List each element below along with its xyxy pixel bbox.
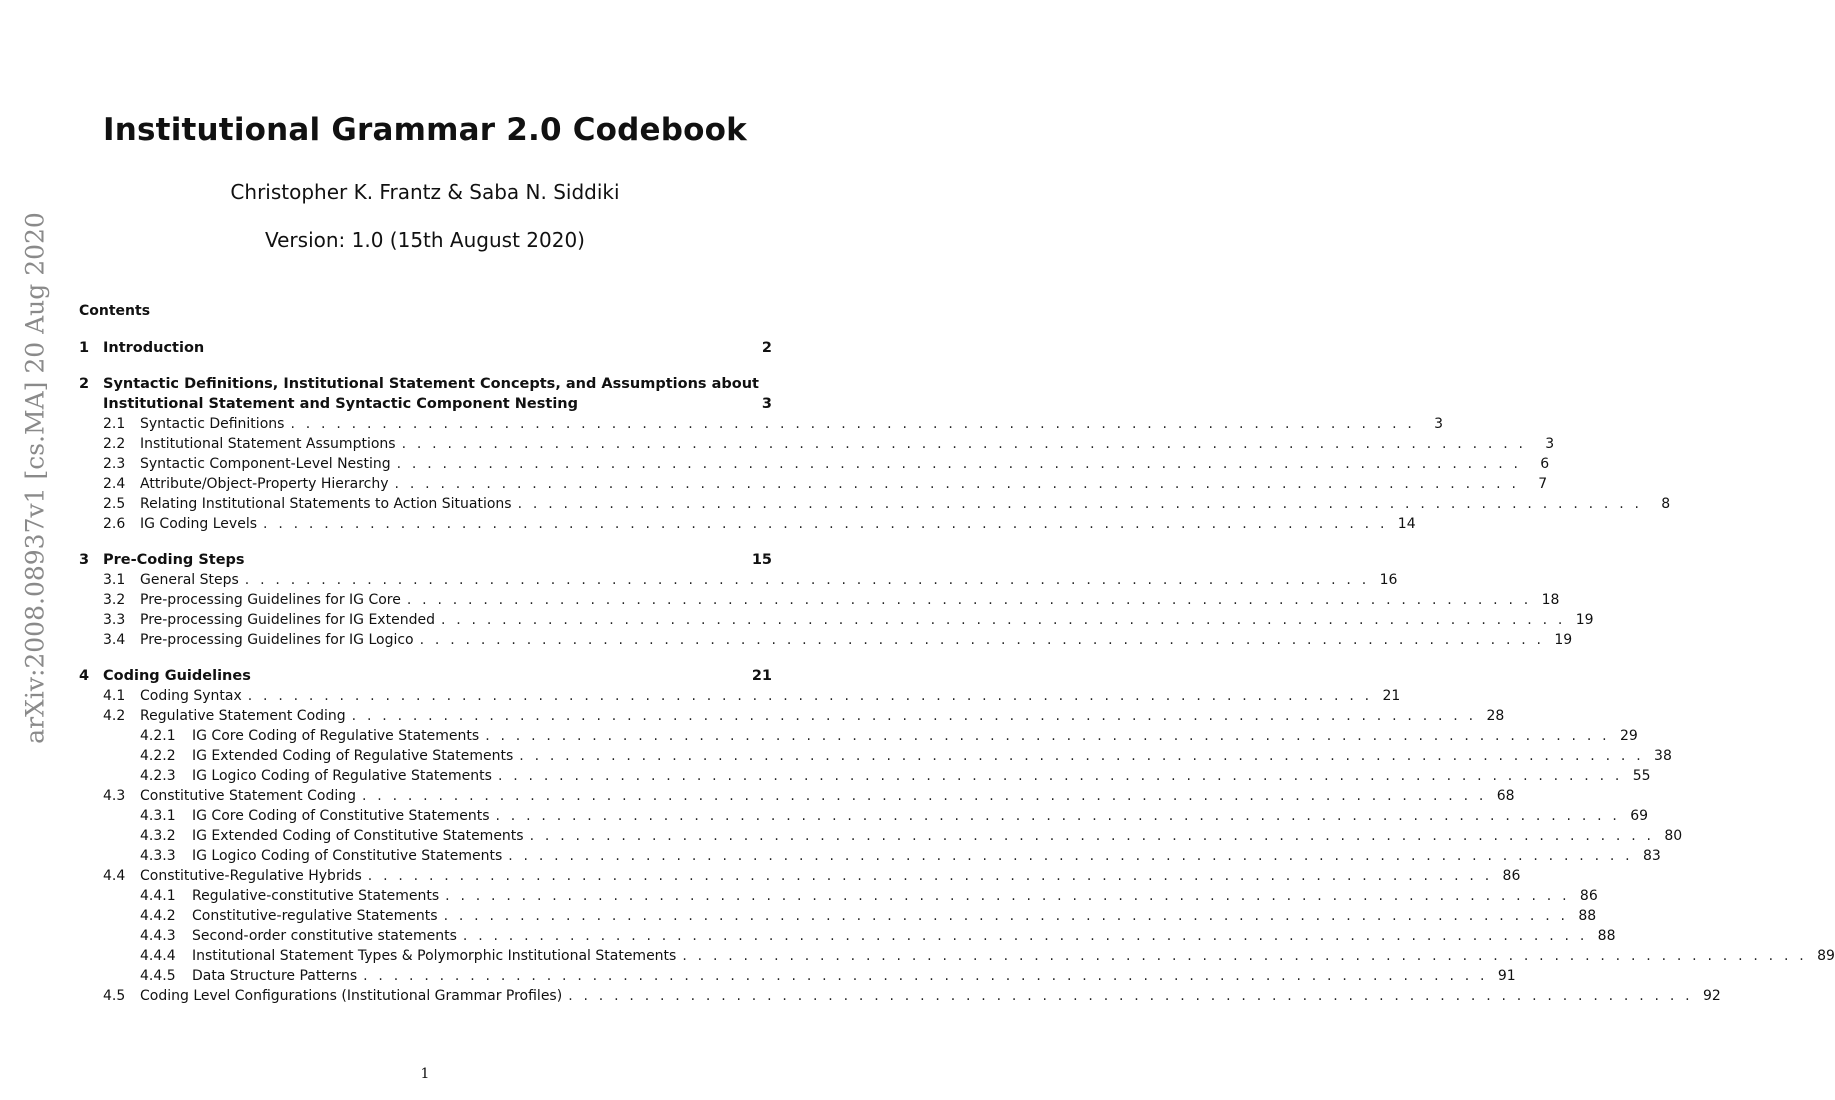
toc-entry-number: 4.1	[103, 688, 126, 704]
toc-dot-leader: . . . . . . . . . . . . . . . . . . . . . . . . . . . . . . . . . . . . . . . . . . . . . . . . . . . . . . . . . . . . . . . . . . . . . . . . . .	[367, 868, 1493, 884]
toc-entry-title: Regulative Statement Coding	[140, 708, 346, 724]
toc-entry-title: Syntactic Definitions	[140, 416, 285, 432]
toc-entry[interactable]	[79, 846, 1661, 866]
toc-section-title: Coding Guidelines	[103, 668, 251, 684]
toc-section-4-items	[79, 686, 1835, 1006]
toc-dot-leader: . . . . . . . . . . . . . . . . . . . . . . . . . . . . . . . . . . . . . . . . . . . . . . . . . . . . . . . . . . . . . . . . . . . . . . . . . .	[396, 456, 1522, 472]
toc-entry-title: IG Core Coding of Constitutive Statements	[192, 808, 490, 824]
toc-dot-leader: . . . . . . . . . . . . . . . . . . . . . . . . . . . . . . . . . . . . . . . . . . . . . . . . . . . . . . . . . . . . . . . . . . . . . . . . . .	[419, 632, 1545, 648]
toc-page-number: 21	[751, 668, 772, 684]
toc-section-2-items	[79, 414, 1671, 534]
toc-entry[interactable]	[79, 926, 1616, 946]
toc-entry[interactable]	[79, 986, 1721, 1006]
toc-entry[interactable]	[79, 906, 1597, 926]
toc-entry[interactable]	[79, 866, 1521, 886]
toc-dot-leader: . . . . . . . . . . . . . . . . . . . . . . . . . . . . . . . . . . . . . . . . . . . . . . . . . . . . . . . . . . . . . . . . . . . . . . . . . .	[443, 908, 1569, 924]
toc-page-number: 88	[1578, 908, 1597, 924]
toc-dot-leader: . . . . . . . . . . . . . . . . . . . . . . . . . . . . . . . . . . . . . . . . . . . . . . . . . . . . . . . . . . . . . . . . . . . . . . . . . .	[445, 888, 1570, 904]
page-number: 1	[420, 1066, 430, 1082]
toc-dot-leader: . . . . . . . . . . . . . . . . . . . . . . . . . . . . . . . . . . . . . . . . . . . . . . . . . . . . . . . . . . . . . . . . . . . . . . . . . .	[247, 688, 1373, 704]
toc-entry[interactable]	[79, 966, 1516, 986]
toc-entry-number: 2.6	[103, 516, 126, 532]
toc-dot-leader: . . . . . . . . . . . . . . . . . . . . . . . . . . . . . . . . . . . . . . . . . . . . . . . . . . . . . . . . . . . . . . . . . . . . . . . . . .	[361, 788, 1487, 804]
toc-page-number: 88	[1597, 928, 1616, 944]
toc-section-2[interactable]	[79, 374, 772, 394]
toc-dot-leader: . . . . . . . . . . . . . . . . . . . . . . . . . . . . . . . . . . . . . . . . . . . . . . . . . . . . . . . . . . . . . . . . . . . . . . . . . .	[517, 496, 1643, 512]
toc-entry-number: 4.2.2	[140, 748, 176, 764]
table-of-contents	[79, 338, 1835, 1006]
toc-section-title-line1: Syntactic Definitions, Institutional Statement Concepts, and Assumptions about	[103, 376, 759, 392]
toc-entry[interactable]	[79, 946, 1835, 966]
toc-page-number: 69	[1630, 808, 1649, 824]
toc-entry-number: 3.3	[103, 612, 126, 628]
toc-section-title: Introduction	[103, 340, 205, 356]
toc-entry-title: Relating Institutional Statements to Action Situations	[140, 496, 512, 512]
toc-dot-leader: . . . . . . . . . . . . . . . . . . . . . . . . . . . . . . . . . . . . . . . . . . . . . . . . . . . . . . . . . . . . . . . . . . . . . . . . . .	[497, 768, 1623, 784]
toc-entry-title: IG Extended Coding of Regulative Statements	[192, 748, 514, 764]
toc-page-number: 15	[751, 552, 772, 568]
toc-entry-title: Institutional Statement Assumptions	[140, 436, 396, 452]
toc-dot-leader: . . . . . . . . . . . . . . . . . . . . . . . . . . . . . . . . . . . . . . . . . . . . . . . . . . . . . . . . . . . . . . . . . . . . . . . . . .	[495, 808, 1621, 824]
toc-entry-title: Pre-processing Guidelines for IG Logico	[140, 632, 414, 648]
toc-section-number: 3	[79, 552, 90, 568]
toc-entry[interactable]	[79, 454, 1550, 474]
toc-page-number: 28	[1486, 708, 1505, 724]
toc-page-number: 7	[1538, 476, 1548, 492]
toc-entry-title: General Steps	[140, 572, 239, 588]
document-version: Version: 1.0 (15th August 2020)	[265, 228, 585, 252]
toc-dot-leader: . . . . . . . . . . . . . . . . . . . . . . . . . . . . . . . . . . . . . . . . . . . . . . . . . . . . . . . . . . . . . . . . . . . . . . . . . .	[529, 828, 1655, 844]
toc-entry-title: IG Logico Coding of Constitutive Statements	[192, 848, 503, 864]
toc-dot-leader: . . . . . . . . . . . . . . . . . . . . . . . . . . . . . . . . . . . . . . . . . . . . . . . . . . . . . . . . . . . . . . . . . . . . . . . . . .	[462, 928, 1588, 944]
toc-entry-title: IG Logico Coding of Regulative Statements	[192, 768, 492, 784]
toc-entry-number: 4.2.1	[140, 728, 176, 744]
toc-section-4[interactable]	[79, 666, 772, 686]
toc-section-2-continued[interactable]	[79, 394, 772, 414]
toc-entry[interactable]	[79, 630, 1573, 650]
toc-entry-number: 4.3	[103, 788, 126, 804]
toc-section-1[interactable]	[79, 338, 772, 358]
toc-page-number: 19	[1575, 612, 1594, 628]
toc-entry[interactable]	[79, 570, 1398, 590]
toc-entry-title: Constitutive-regulative Statements	[192, 908, 438, 924]
toc-entry[interactable]	[79, 806, 1649, 826]
toc-entry[interactable]	[79, 766, 1651, 786]
toc-page-number: 18	[1541, 592, 1560, 608]
toc-page-number: 86	[1579, 888, 1598, 904]
toc-entry[interactable]	[79, 610, 1594, 630]
toc-page-number: 91	[1497, 968, 1516, 984]
toc-page-number: 3	[761, 396, 772, 412]
toc-entry-number: 3.4	[103, 632, 126, 648]
toc-page-number: 80	[1664, 828, 1683, 844]
toc-entry-title: IG Core Coding of Regulative Statements	[192, 728, 480, 744]
toc-entry-title: Attribute/Object-Property Hierarchy	[140, 476, 389, 492]
toc-page-number: 8	[1661, 496, 1671, 512]
toc-dot-leader: . . . . . . . . . . . . . . . . . . . . . . . . . . . . . . . . . . . . . . . . . . . . . . . . . . . . . . . . . . . . . . . . . . . . . . . . . .	[508, 848, 1633, 864]
toc-page-number: 86	[1502, 868, 1521, 884]
toc-entry-number: 4.4.5	[140, 968, 176, 984]
toc-entry-title: Second-order constitutive statements	[192, 928, 457, 944]
toc-dot-leader: . . . . . . . . . . . . . . . . . . . . . . . . . . . . . . . . . . . . . . . . . . . . . . . . . . . . . . . . . . . . . . . . . . . . . . . . . .	[682, 948, 1807, 964]
toc-entry[interactable]	[79, 726, 1638, 746]
toc-entry[interactable]	[79, 494, 1671, 514]
toc-entry[interactable]	[79, 434, 1555, 454]
toc-entry-number: 4.3.2	[140, 828, 176, 844]
toc-page-number: 14	[1397, 516, 1416, 532]
toc-entry-number: 4.4.2	[140, 908, 176, 924]
toc-dot-leader: . . . . . . . . . . . . . . . . . . . . . . . . . . . . . . . . . . . . . . . . . . . . . . . . . . . . . . . . . . . . . . . . . . . . . . . . . .	[290, 416, 1416, 432]
toc-section-3-items	[79, 570, 1594, 650]
toc-page-number: 3	[1545, 436, 1555, 452]
document-title: Institutional Grammar 2.0 Codebook	[103, 112, 747, 148]
toc-entry-title: Data Structure Patterns	[192, 968, 358, 984]
toc-entry-title: Syntactic Component-Level Nesting	[140, 456, 391, 472]
toc-entry-number: 2.5	[103, 496, 126, 512]
toc-entry-number: 4.4.4	[140, 948, 176, 964]
toc-entry-number: 4.4	[103, 868, 126, 884]
toc-entry[interactable]	[79, 686, 1401, 706]
toc-dot-leader: . . . . . . . . . . . . . . . . . . . . . . . . . . . . . . . . . . . . . . . . . . . . . . . . . . . . . . . . . . . . . . . . . . . . . . . . . .	[394, 476, 1520, 492]
toc-dot-leader: . . . . . . . . . . . . . . . . . . . . . . . . . . . . . . . . . . . . . . . . . . . . . . . . . . . . . . . . . . . . . . . . . . . . . . . . . .	[485, 728, 1610, 744]
toc-page-number: 38	[1654, 748, 1672, 764]
toc-section-3[interactable]	[79, 550, 772, 570]
toc-page-number: 2	[761, 340, 772, 356]
toc-page-number: 92	[1702, 988, 1721, 1004]
toc-section-title-line2: Institutional Statement and Syntactic Component Nesting	[103, 396, 578, 412]
toc-page-number: 29	[1619, 728, 1638, 744]
toc-entry-title: Institutional Statement Types & Polymorphic Institutional Statements	[192, 948, 677, 964]
toc-entry[interactable]	[79, 746, 1672, 766]
toc-dot-leader: . . . . . . . . . . . . . . . . . . . . . . . . . . . . . . . . . . . . . . . . . . . . . . . . . . . . . . . . . . . . . . . . . . . . . . . . . .	[406, 592, 1532, 608]
toc-page-number: 16	[1379, 572, 1398, 588]
toc-entry-number: 2.1	[103, 416, 126, 432]
toc-entry-title: Constitutive-Regulative Hybrids	[140, 868, 362, 884]
toc-entry[interactable]	[79, 886, 1598, 906]
toc-dot-leader: . . . . . . . . . . . . . . . . . . . . . . . . . . . . . . . . . . . . . . . . . . . . . . . . . . . . . . . . . . . . . . . . . . . . . . . . . .	[363, 968, 1488, 984]
toc-dot-leader: . . . . . . . . . . . . . . . . . . . . . . . . . . . . . . . . . . . . . . . . . . . . . . . . . . . . . . . . . . . . . . . . . . . . . . . . . .	[401, 436, 1527, 452]
toc-entry[interactable]	[79, 590, 1560, 610]
toc-entry-number: 4.4.3	[140, 928, 176, 944]
toc-entry[interactable]	[79, 514, 1416, 534]
toc-entry-number: 4.2	[103, 708, 126, 724]
toc-entry-number: 2.3	[103, 456, 126, 472]
toc-dot-leader: . . . . . . . . . . . . . . . . . . . . . . . . . . . . . . . . . . . . . . . . . . . . . . . . . . . . . . . . . . . . . . . . . . . . . . . . . .	[244, 572, 1370, 588]
toc-entry-number: 2.2	[103, 436, 126, 452]
toc-page-number: 6	[1540, 456, 1550, 472]
toc-dot-leader: . . . . . . . . . . . . . . . . . . . . . . . . . . . . . . . . . . . . . . . . . . . . . . . . . . . . . . . . . . . . . . . . . . . . . . . . . .	[263, 516, 1388, 532]
toc-page-number: 55	[1632, 768, 1651, 784]
toc-entry-number: 4.3.3	[140, 848, 176, 864]
toc-page-number: 19	[1554, 632, 1573, 648]
toc-entry[interactable]	[79, 826, 1683, 846]
toc-entry-title: IG Coding Levels	[140, 516, 258, 532]
toc-page-number: 21	[1382, 688, 1401, 704]
toc-entry-number: 3.2	[103, 592, 126, 608]
toc-entry-title: Coding Level Configurations (Institutional Grammar Profiles)	[140, 988, 563, 1004]
toc-entry-number: 3.1	[103, 572, 126, 588]
toc-entry[interactable]	[79, 706, 1505, 726]
toc-entry[interactable]	[79, 474, 1548, 494]
toc-section-number: 4	[79, 668, 90, 684]
toc-entry-number: 4.2.3	[140, 768, 176, 784]
toc-dot-leader: . . . . . . . . . . . . . . . . . . . . . . . . . . . . . . . . . . . . . . . . . . . . . . . . . . . . . . . . . . . . . . . . . . . . . . . . . .	[351, 708, 1477, 724]
toc-entry-title: Constitutive Statement Coding	[140, 788, 356, 804]
toc-entry[interactable]	[79, 414, 1444, 434]
toc-dot-leader: . . . . . . . . . . . . . . . . . . . . . . . . . . . . . . . . . . . . . . . . . . . . . . . . . . . . . . . . . . . . . . . . . . . . . . . . . .	[519, 748, 1644, 764]
toc-page-number: 89	[1817, 948, 1835, 964]
toc-section-title: Pre-Coding Steps	[103, 552, 245, 568]
toc-dot-leader: . . . . . . . . . . . . . . . . . . . . . . . . . . . . . . . . . . . . . . . . . . . . . . . . . . . . . . . . . . . . . . . . . . . . . . . . . .	[568, 988, 1693, 1004]
toc-dot-leader: . . . . . . . . . . . . . . . . . . . . . . . . . . . . . . . . . . . . . . . . . . . . . . . . . . . . . . . . . . . . . . . . . . . . . . . . . .	[440, 612, 1566, 628]
toc-page-number: 83	[1643, 848, 1661, 864]
toc-entry-title: Coding Syntax	[140, 688, 242, 704]
arxiv-watermark-text: arXiv:2008.08937v1 [cs.MA] 20 Aug 2020	[20, 212, 50, 744]
toc-page-number: 3	[1434, 416, 1444, 432]
document-authors: Christopher K. Frantz & Saba N. Siddiki	[230, 180, 620, 204]
toc-section-number: 2	[79, 376, 90, 392]
toc-entry-title: Pre-processing Guidelines for IG Extended	[140, 612, 435, 628]
toc-entry-title: Pre-processing Guidelines for IG Core	[140, 592, 401, 608]
toc-section-number: 1	[79, 340, 90, 356]
toc-entry-title: IG Extended Coding of Constitutive Statements	[192, 828, 524, 844]
toc-entry-number: 2.4	[103, 476, 126, 492]
toc-entry-number: 4.4.1	[140, 888, 176, 904]
toc-entry-number: 4.5	[103, 988, 126, 1004]
toc-entry-number: 4.3.1	[140, 808, 176, 824]
toc-heading: Contents	[79, 303, 151, 319]
toc-entry[interactable]	[79, 786, 1515, 806]
toc-page-number: 68	[1496, 788, 1515, 804]
toc-entry-title: Regulative-constitutive Statements	[192, 888, 440, 904]
